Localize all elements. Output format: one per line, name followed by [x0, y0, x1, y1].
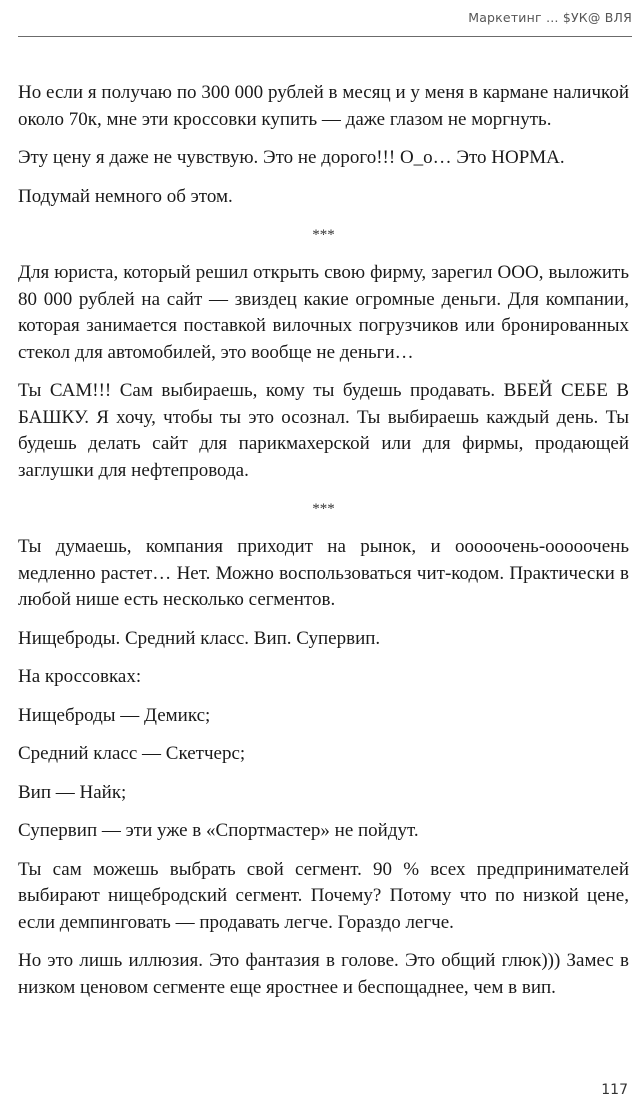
paragraph: Ты думаешь, компания приходит на рынок, и ооооочень-ооооочень медленно растет… Нет. Можно воспользоваться чит-кодом. Практически в любой нише есть несколько сегментов. [18, 536, 629, 610]
paragraph: Эту цену я даже не чувствую. Это не дорого!!! О_о… Это НОРМА. [18, 147, 565, 168]
paragraph: Подумай немного об этом. [18, 185, 233, 207]
list-item: Нищеброды — Демикс; [18, 704, 211, 726]
list-item: Супервип — эти уже в «Спортмастер» не пойдут. [18, 820, 419, 841]
list-item: Вип — Найк; [18, 781, 127, 803]
page-body [18, 80, 629, 1013]
paragraph: На кроссовках: [18, 666, 142, 687]
running-header [18, 0, 632, 37]
paragraph: Но это лишь иллюзия. Это фантазия в голове. Это общий глюк))) Замес в низком ценовом сегменте еще яростнее и беспощаднее, чем в вип. [18, 950, 629, 998]
paragraph: Для юриста, который решил открыть свою фирму, зарегил ООО, выложить 80 000 рублей на сайт — звиздец какие огромные деньги. Для компании, которая занимается поставкой вилочных погрузчиков или бронированных стекол для автомобилей, это вообще не деньги… [18, 262, 629, 363]
section-separator: *** [312, 501, 335, 517]
page-number: 117 [601, 1082, 628, 1098]
list-item: Средний класс — Скетчерс; [18, 743, 246, 764]
running-title: Маркетинг … $УК@ ВЛЯ [468, 10, 632, 25]
paragraph: Нищеброды. Средний класс. Вип. Супервип. [18, 627, 381, 649]
paragraph: Но если я получаю по 300 000 рублей в месяц и у меня в кармане наличкой около 70к, мне эти кроссовки купить — даже глазом не моргнуть. [18, 82, 629, 130]
paragraph: Ты сам можешь выбрать свой сегмент. 90 % всех предпринимателей выбирают нищебродский сегмент. Почему? Потому что по низкой цене, если демпинговать — продавать легче. Гораздо легче. [18, 858, 629, 933]
section-separator: *** [312, 227, 335, 243]
paragraph: Ты САМ!!! Сам выбираешь, кому ты будешь продавать. ВБЕЙ СЕБЕ В БАШКУ. Я хочу, чтобы ты это осознал. Ты выбираешь каждый день. Ты будешь делать сайт для парикмахерской или для фирмы, продающей заглушки для нефтепровода. [18, 380, 629, 481]
